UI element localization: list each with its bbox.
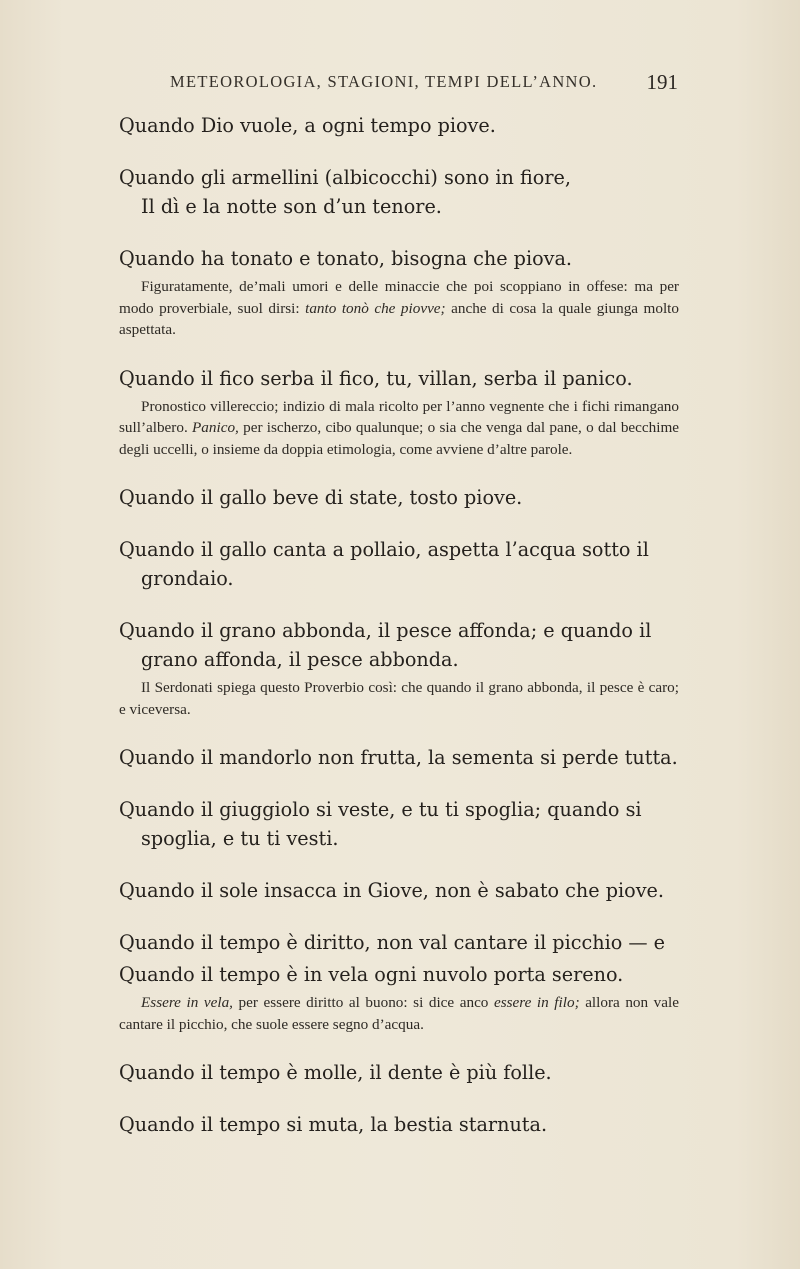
- list-item: [119, 616, 679, 720]
- proverb-gloss: [119, 396, 679, 461]
- proverb-gloss: [119, 677, 679, 720]
- gloss-text: Figuratamente, de’mali umori e delle minaccie che poi scoppiano in offese: ma per modo proverbiale, suol dirsi:: [119, 278, 679, 317]
- list-item: [119, 928, 679, 957]
- proverb-list: [119, 111, 679, 1162]
- list-item: [119, 1058, 679, 1087]
- proverb-text: Quando il fico serba il fico, tu, villan, serba il panico.: [119, 366, 633, 390]
- gloss-text: per essere diritto al buono: si dice anco: [232, 994, 494, 1011]
- gloss-text: Pronostico villereccio; indizio di mala ricolto per l’anno vegnente che i fichi rimangano sull’albero.: [119, 397, 679, 436]
- list-item: [119, 743, 679, 772]
- proverb-text: Quando Dio vuole, a ogni tempo piove.: [119, 114, 496, 137]
- proverb-text: Quando il tempo è in vela ogni nuvolo porta sereno.: [119, 963, 624, 986]
- list-item: [119, 483, 679, 512]
- proverb-text: Quando gli armellini (albicocchi) sono in fiore, Il dì e la notte son d’un tenore.: [119, 166, 571, 218]
- list-item: [119, 535, 679, 593]
- gloss-italic: tanto tonò che piovve;: [305, 299, 446, 317]
- proverb-text: Quando il tempo si muta, la bestia starnuta.: [119, 1113, 548, 1136]
- proverb-text: Quando il tempo è molle, il dente è più folle.: [119, 1061, 552, 1084]
- proverb-text: Quando il grano abbonda, il pesce affonda; e quando il grano affonda, il pesce abbonda.: [119, 619, 652, 671]
- gloss-text: anche di cosa la quale giunga molto aspettata.: [119, 299, 679, 338]
- proverb-text: Quando il mandorlo non frutta, la sementa si perde tutta.: [119, 746, 678, 769]
- list-item: [119, 876, 679, 905]
- proverb-gloss: [119, 276, 679, 341]
- running-head: METEOROLOGIA, STAGIONI, TEMPI DELL’ANNO.: [170, 72, 598, 91]
- gloss-text: per ischerzo, cibo qualunque; o sia che venga dal pane, o dal becchime degli uccelli, o insieme da doppia etimologia, come avviene d’altre parole.: [119, 419, 680, 458]
- proverb-text: Quando il gallo canta a pollaio, aspetta l’acqua sotto il grondaio.: [119, 538, 649, 590]
- proverb-text: Quando il tempo è diritto, non val cantare il picchio — e: [119, 931, 666, 954]
- page-number: 191: [646, 70, 678, 94]
- list-item: [119, 163, 679, 221]
- proverb-text: Quando il sole insacca in Giove, non è sabato che piove.: [119, 879, 665, 902]
- proverb-gloss: [119, 992, 679, 1035]
- list-item: [119, 364, 679, 461]
- gloss-italic: Essere in vela,: [141, 994, 233, 1011]
- page-header: [118, 70, 678, 100]
- proverb-text: Quando il gallo beve di state, tosto piove.: [119, 486, 523, 509]
- list-item: [119, 795, 679, 853]
- list-item: [119, 111, 679, 140]
- list-item: [119, 960, 679, 1035]
- list-item: [119, 1110, 679, 1139]
- gloss-text: allora non vale cantare il picchio, che suole essere segno d’acqua.: [119, 994, 679, 1033]
- proverb-text: Quando il giuggiolo si veste, e tu ti spoglia; quando si spoglia, e tu ti vesti.: [119, 798, 642, 850]
- gloss-italic: Panico,: [192, 419, 239, 436]
- gloss-text: Il Serdonati spiega questo Proverbio così: che quando il grano abbonda, il pesce è caro; e viceversa.: [119, 679, 679, 718]
- proverb-text: Quando ha tonato e tonato, bisogna che piova.: [119, 247, 573, 270]
- list-item: [119, 244, 679, 341]
- gloss-italic: essere in filo;: [493, 994, 580, 1011]
